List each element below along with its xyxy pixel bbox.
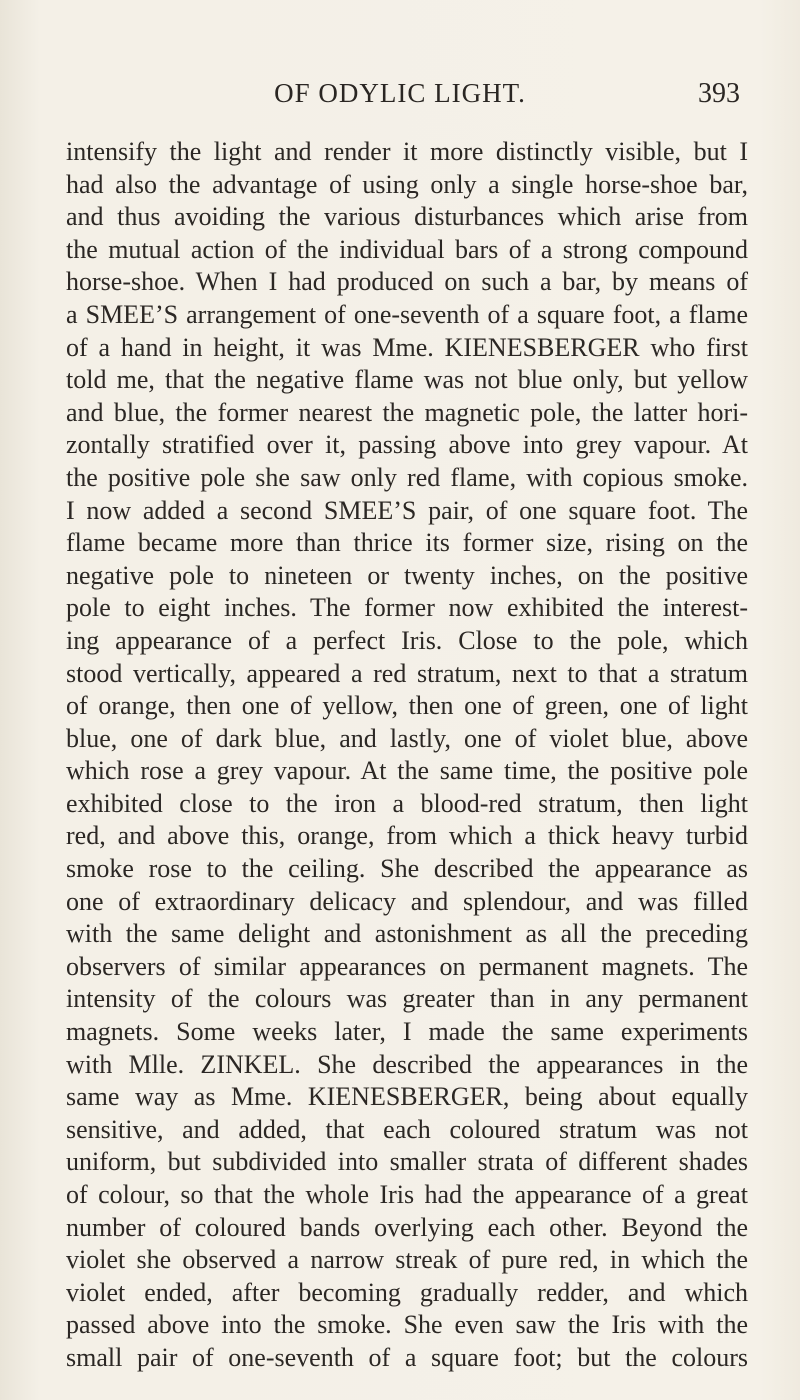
text-line: which rose a grey vapour. At the same time, the positive pole [66,756,748,786]
text-line: number of coloured bands overlying each other. Beyond the [66,1212,748,1242]
text-line: blue, one of dark blue, and lastly, one of violet blue, above [66,723,748,753]
text-line: passed above into the smoke. She even saw the Iris with the [66,1310,748,1340]
text-line: observers of similar appearances on permanent magnets. The [66,951,748,981]
text-line: horse-shoe. When I had produced on such a bar, by means of [66,267,748,297]
text-line: with Mlle. ZINKEL. She described the appearances in the [66,1049,748,1079]
text-line: sensitive, and added, that each coloured stratum was not [66,1114,748,1144]
text-line: small pair of one-seventh of a square foot; but the colours [66,1342,748,1372]
body-text [66,136,748,1375]
text-line: and thus avoiding the various disturbances which arise from [66,202,748,232]
text-line: violet ended, after becoming gradually redder, and which [66,1277,748,1307]
text-line: flame became more than thrice its former size, rising on the [66,528,748,558]
text-line: the positive pole she saw only red flame, with copious smoke. [66,462,748,492]
text-line: intensify the light and render it more distinctly visible, but I [66,137,748,166]
text-line: had also the advantage of using only a single horse-shoe bar, [66,169,748,199]
text-line: intensity of the colours was greater than in any permanent [66,984,748,1014]
text-line: violet she observed a narrow streak of pure red, in which the [66,1245,748,1275]
text-line: a SMEE’S arrangement of one-seventh of a square foot, a flame [66,299,748,329]
text-line: of a hand in height, it was Mme. KIENESBERGER who first [66,332,748,362]
text-line: zontally stratified over it, passing above into grey vapour. At [66,430,748,460]
text-line: and blue, the former nearest the magnetic pole, the latter hori- [66,397,748,427]
text-line: one of extraordinary delicacy and splendour, and was filled [66,886,748,916]
text-line: exhibited close to the iron a blood-red stratum, then light [66,788,748,818]
running-head [60,78,740,118]
text-line: smoke rose to the ceiling. She described the appearance as [66,854,748,884]
text-line: uniform, but subdivided into smaller strata of different shades [66,1147,748,1177]
page-number: 393 [698,78,740,109]
text-line: pole to eight inches. The former now exhibited the interest- [66,593,748,623]
text-line: the mutual action of the individual bars of a strong compound [66,234,748,264]
text-line: magnets. Some weeks later, I made the same experiments [66,1017,748,1047]
running-title: OF ODYLIC LIGHT. [274,78,526,108]
text-line: of orange, then one of yellow, then one of green, one of light [66,691,748,721]
text-line: same way as Mme. KIENESBERGER, being about equally [66,1082,748,1112]
text-line: ing appearance of a perfect Iris. Close to the pole, which [66,625,748,655]
text-line: of colour, so that the whole Iris had the appearance of a great [66,1180,748,1209]
text-line: stood vertically, appeared a red stratum, next to that a stratum [66,658,748,688]
text-line: I now added a second SMEE’S pair, of one square foot. The [66,495,748,525]
text-line: red, and above this, orange, from which a thick heavy turbid [66,821,748,851]
text-line: told me, that the negative flame was not blue only, but yellow [66,365,748,395]
text-line: with the same delight and astonishment as all the preceding [66,919,748,949]
text-line: negative pole to nineteen or twenty inches, on the positive [66,560,748,590]
